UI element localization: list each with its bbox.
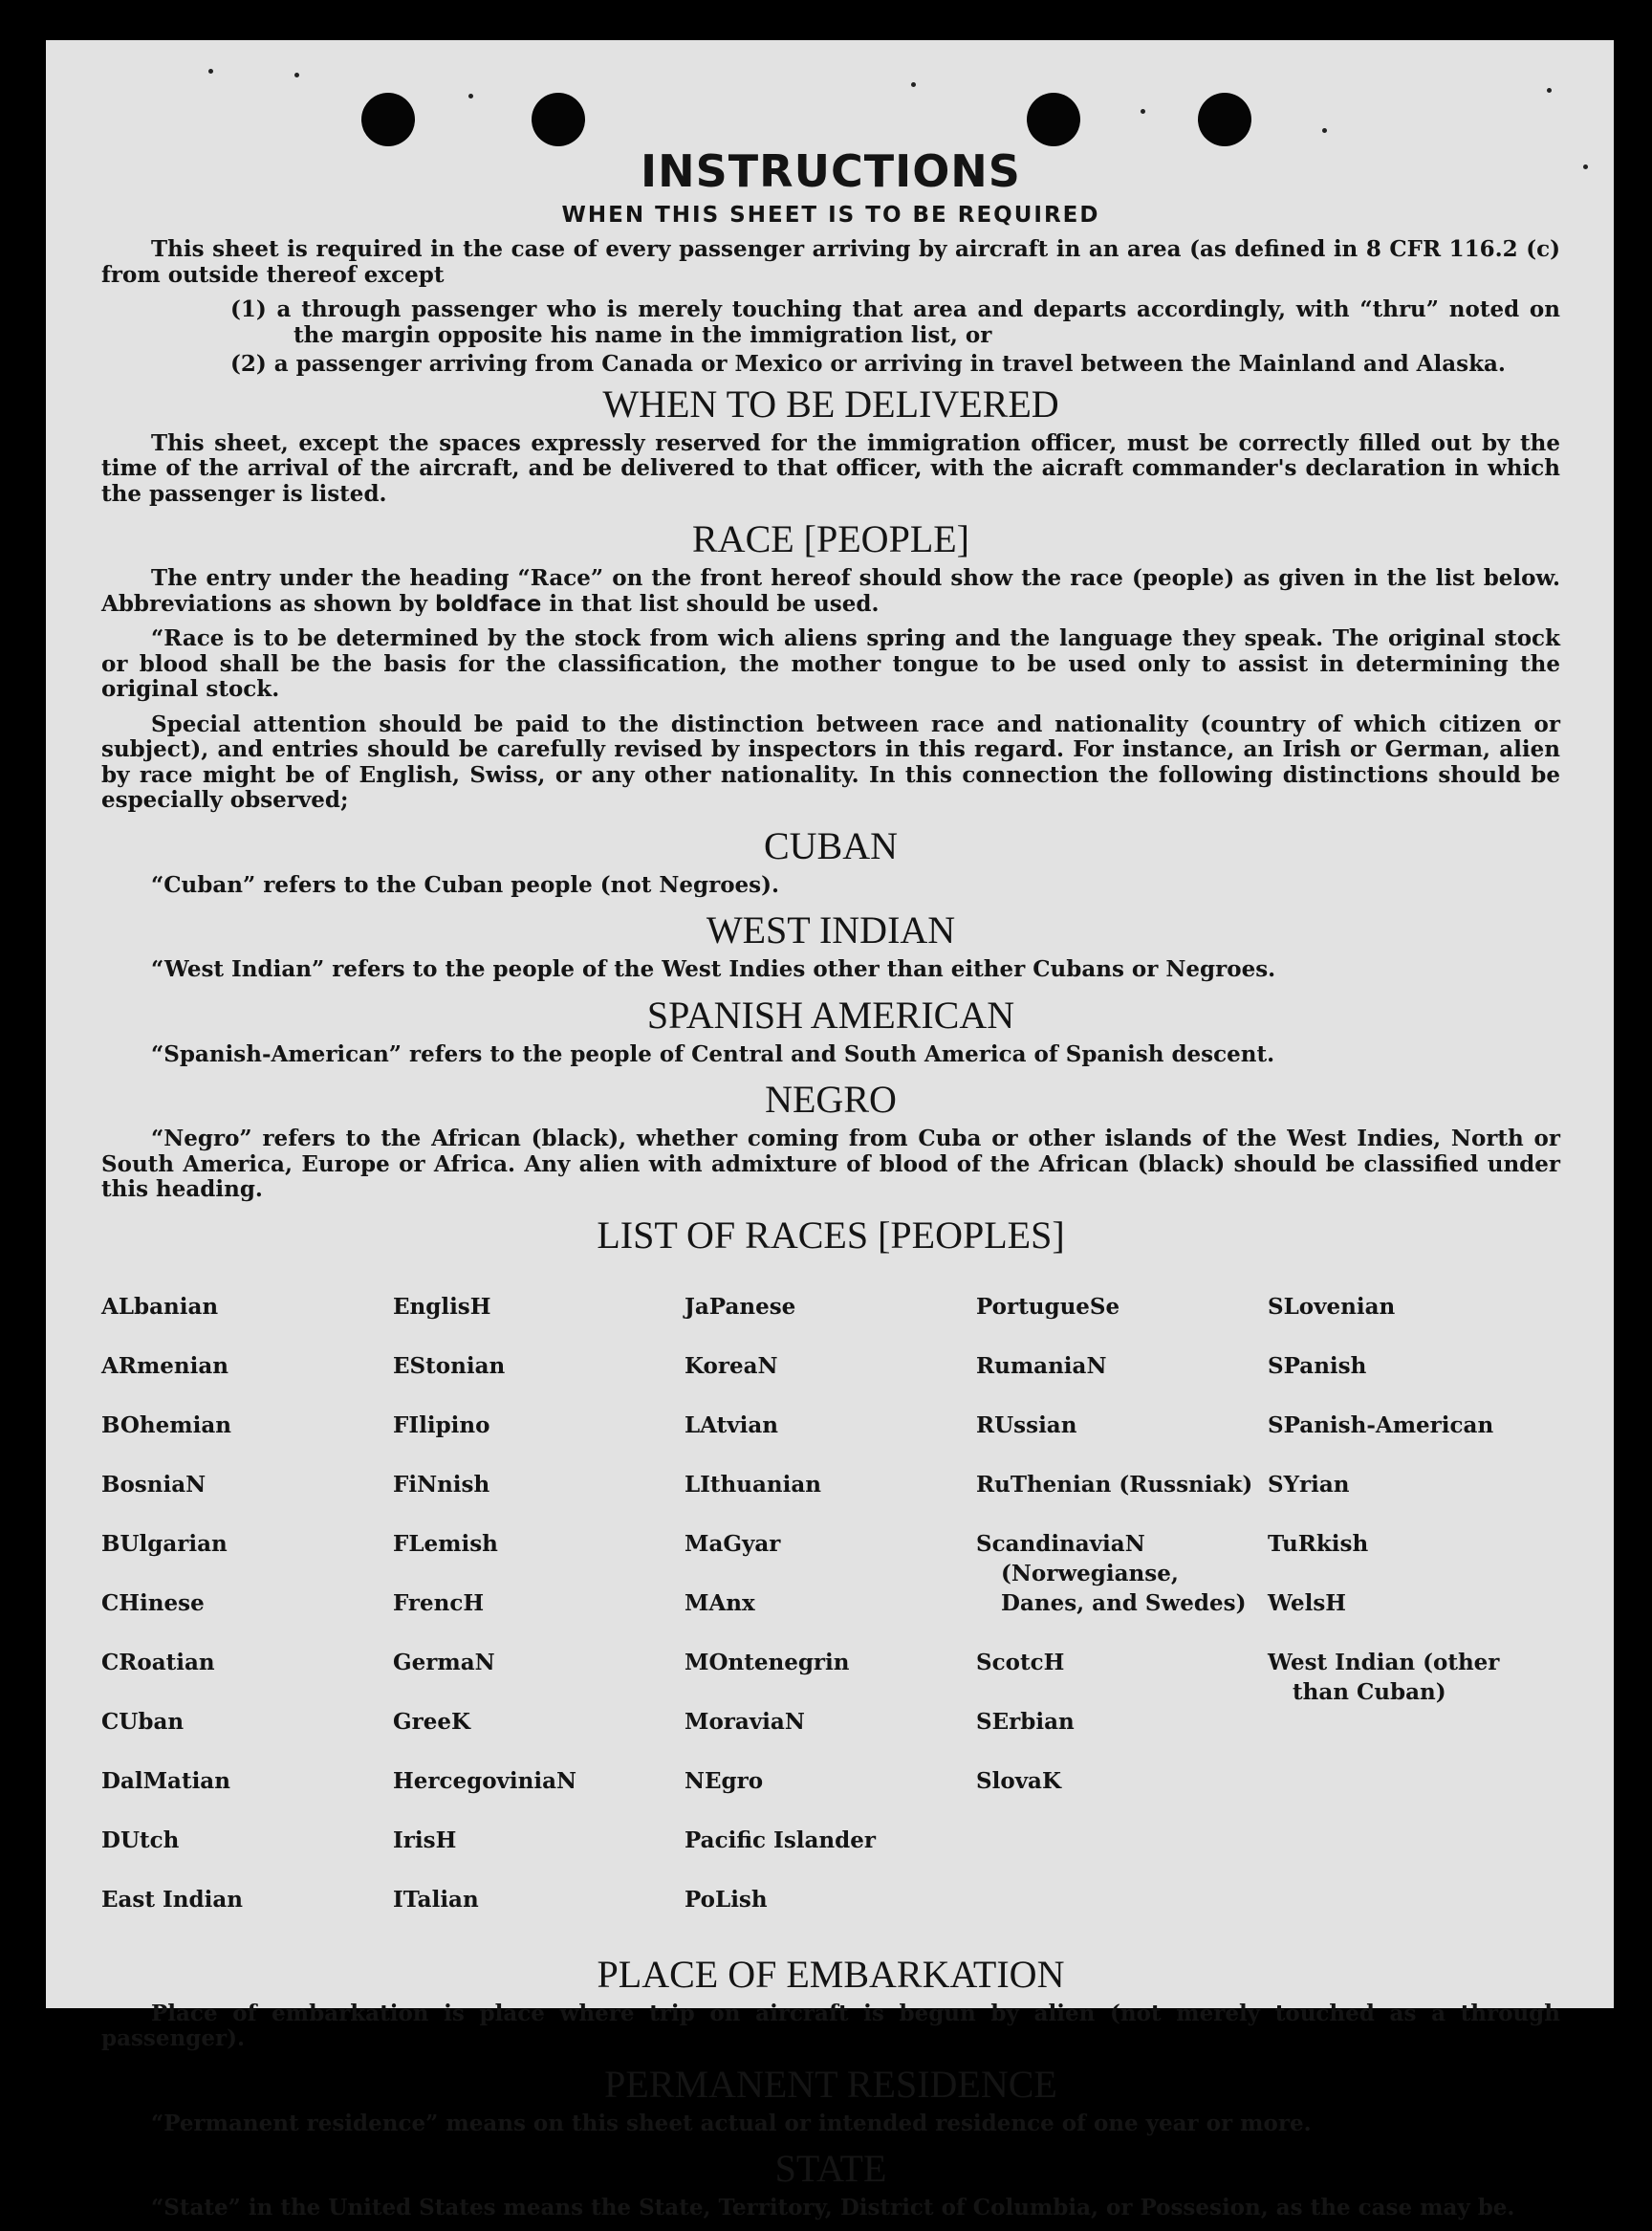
race-entry: ScandinaviaN (Norwegianse, Danes, and Swedes) <box>976 1530 1247 1616</box>
race-entry: FiNnish <box>393 1471 490 1498</box>
spanish-american-heading: SPANISH AMERICAN <box>646 993 1015 1037</box>
race-entry: FLemish <box>393 1530 498 1557</box>
race-paragraph-1 <box>101 566 1560 617</box>
speck <box>1583 164 1588 169</box>
speck <box>468 94 473 98</box>
race-entry: MOntenegrin <box>685 1649 850 1675</box>
race-entry: ScotcH <box>976 1649 1065 1675</box>
embarkation-heading: PLACE OF EMBARKATION <box>597 1952 1065 1996</box>
speck <box>1547 88 1552 93</box>
race-entry: PoLish <box>685 1886 768 1913</box>
race-entry: ARmenian <box>101 1352 229 1379</box>
race-paragraph-2: “Race is to be determined by the stock from wich aliens spring and the language they speak. The original stock or blood shall be the basis for the classification, the mother tongue to be used only to assist in determining the original stock. <box>101 625 1560 702</box>
race-entry: HercegoviniaN <box>393 1767 577 1794</box>
race-entry: CHinese <box>101 1589 205 1616</box>
race-entry: RuThenian (Russniak) <box>976 1471 1253 1498</box>
race-p1-after: in that list should be used. <box>541 590 880 617</box>
race-entry: PortugueSe <box>976 1293 1120 1320</box>
race-heading: RACE [PEOPLE] <box>692 517 969 560</box>
race-entry: SYrian <box>1268 1471 1350 1498</box>
race-entry: NEgro <box>685 1767 764 1794</box>
exception-item-2: (2) a passenger arriving from Canada or Mexico or arriving in travel between the Mainland and Alaska. <box>230 351 1506 377</box>
race-entry: SlovaK <box>976 1767 1061 1794</box>
embarkation-text: Place of embarkation is place where trip on aircraft is begun by alien (not merely touched as a through passenger). <box>101 2000 1560 2051</box>
race-entry: CRoatian <box>101 1649 215 1675</box>
race-paragraph-3: Special attention should be paid to the distinction between race and nationality (country of which citizen or subject), and entries should be carefully revised by inspectors in this regard. For instance, an Irish or German, alien by race might be of English, Swiss, or any other nationality. In this connection the following distinctions should be especially observed; <box>101 711 1560 813</box>
race-entry: East Indian <box>101 1886 243 1913</box>
race-entry: DUtch <box>101 1826 180 1853</box>
when-required-intro: This sheet is required in the case of every passenger arriving by aircraft in an area (as defined in 8 CFR 116.2 (c) from outside thereof except <box>101 236 1560 288</box>
race-entry: SErbian <box>976 1708 1075 1735</box>
punch-hole <box>361 93 415 146</box>
state-text: “State” in the United States means the State, Territory, District of Columbia, or Possesion, as the case may be. <box>151 2195 1515 2220</box>
race-entry: EStonian <box>393 1352 506 1379</box>
race-entry: FrencH <box>393 1589 485 1616</box>
when-delivered-text: This sheet, except the spaces expressly reserved for the immigration officer, must be correctly filled out by the time of the arrival of the aircraft, and be delivered to that officer, with the aicraft commander's declaration in which the passenger is listed. <box>101 429 1560 507</box>
races-list <box>101 1262 1560 1944</box>
race-entry: KoreaN <box>685 1352 778 1379</box>
when-delivered-heading: WHEN TO BE DELIVERED <box>602 382 1059 426</box>
race-entry: GermaN <box>393 1649 495 1675</box>
race-entry: TuRkish <box>1268 1530 1369 1557</box>
speck <box>911 82 916 87</box>
list-of-races-heading: LIST OF RACES [PEOPLES] <box>597 1213 1065 1257</box>
race-entry: ALbanian <box>101 1293 219 1320</box>
cuban-heading: CUBAN <box>763 823 899 867</box>
race-entry: LAtvian <box>685 1411 778 1438</box>
when-required-heading: WHEN THIS SHEET IS TO BE REQUIRED <box>561 203 1100 228</box>
race-p1-boldface: boldface <box>435 591 542 617</box>
races-column-1 <box>101 1262 393 1944</box>
race-entry: Pacific Islander <box>685 1826 876 1853</box>
cuban-text: “Cuban” refers to the Cuban people (not Negroes). <box>151 871 780 898</box>
punch-hole <box>532 93 585 146</box>
races-column-5 <box>1268 1262 1560 1944</box>
residence-heading: PERMANENT RESIDENCE <box>604 2062 1057 2106</box>
race-entry: EnglisH <box>393 1293 491 1320</box>
negro-text: “Negro” refers to the African (black), whether coming from Cuba or other islands of the West Indies, North or South America, Europe or Africa. Any alien with admixture of blood of the African (black) should be classified under this heading. <box>101 1126 1560 1202</box>
west-indian-heading: WEST INDIAN <box>706 908 956 951</box>
exception-item-1: (1) a through passenger who is merely touching that area and departs accordingly, with “thru” noted on the margin opposite his name in the immigration list, or <box>230 296 1560 348</box>
race-entry: DalMatian <box>101 1767 230 1794</box>
race-entry: LIthuanian <box>685 1471 821 1498</box>
speck <box>1141 109 1145 114</box>
races-column-3 <box>685 1262 976 1944</box>
race-entry: GreeK <box>393 1708 471 1735</box>
race-entry: MAnx <box>685 1589 755 1616</box>
race-entry: BUlgarian <box>101 1530 228 1557</box>
race-entry: West Indian (other than Cuban) <box>1268 1649 1500 1705</box>
race-entry: IrisH <box>393 1826 457 1853</box>
race-entry: FIlipino <box>393 1411 490 1438</box>
spanish-american-text: “Spanish-American” refers to the people of Central and South America of Spanish descent. <box>151 1040 1275 1067</box>
race-entry: SPanish <box>1268 1352 1367 1379</box>
races-column-4 <box>976 1262 1268 1944</box>
speck <box>294 73 299 77</box>
race-entry: SLovenian <box>1268 1293 1396 1320</box>
speck <box>1322 128 1327 133</box>
race-entry: WelsH <box>1268 1589 1347 1616</box>
document-body <box>101 145 1560 2231</box>
race-entry: RumaniaN <box>976 1352 1107 1379</box>
west-indian-text: “West Indian” refers to the people of the West Indies other than either Cubans or Negroes. <box>151 956 1276 982</box>
race-entry: CUban <box>101 1708 185 1735</box>
race-entry: BosniaN <box>101 1471 206 1498</box>
race-entry: MoraviaN <box>685 1708 805 1735</box>
state-heading: STATE <box>774 2147 887 2190</box>
race-entry: MaGyar <box>685 1530 781 1557</box>
race-entry: BOhemian <box>101 1411 231 1438</box>
speck <box>208 69 213 74</box>
races-column-2 <box>393 1262 685 1944</box>
race-entry: JaPanese <box>685 1293 796 1320</box>
race-entry: ITalian <box>393 1886 479 1913</box>
negro-heading: NEGRO <box>765 1078 897 1121</box>
race-p1-before: The entry under the heading “Race” on the front hereof should show the race (people) as given in the list below. Abbreviations as shown by <box>101 565 1560 617</box>
residence-text: “Permanent residence” means on this sheet actual or intended residence of one year or more. <box>151 2110 1312 2136</box>
document-title: INSTRUCTIONS <box>641 145 1021 197</box>
instruction-sheet <box>46 40 1614 2220</box>
race-entry: SPanish-American <box>1268 1411 1494 1438</box>
punch-hole <box>1027 93 1080 146</box>
punch-hole <box>1198 93 1251 146</box>
race-entry: RUssian <box>976 1411 1077 1438</box>
